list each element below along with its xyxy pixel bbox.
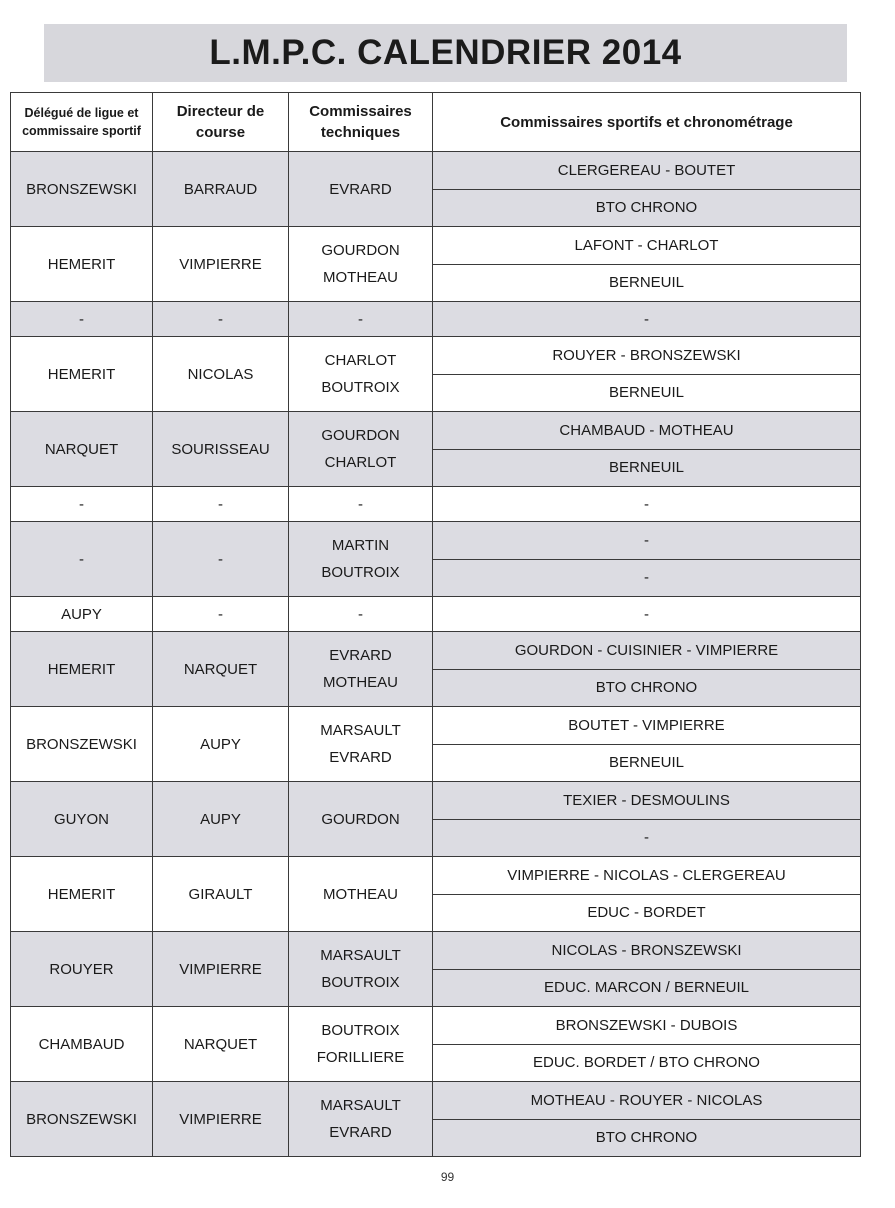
tech-name: BOUTROIX [321,974,400,991]
header-sportifs: Commissaires sportifs et chronométrage [433,93,861,152]
tech-name: MARSAULT [320,722,401,739]
table-row [11,782,861,857]
sportifs-names: ROUYER - BRONSZEWSKI [552,346,741,364]
header-directeur: Directeur de course [153,93,289,152]
sportifs-names: BRONSZEWSKI - DUBOIS [555,1016,738,1034]
chronometrage: BTO CHRONO [433,669,860,707]
chronometrage: BERNEUIL [433,744,860,782]
cell-delegue: AUPY [11,597,153,632]
cell-directeur: - [153,522,289,597]
sportifs-names: MOTHEAU - ROUYER - NICOLAS [530,1091,763,1109]
cell-directeur: AUPY [153,707,289,782]
cell-sportifs [433,1007,861,1082]
tech-name: BOUTROIX [321,1022,400,1039]
cell-delegue: HEMERIT [11,227,153,302]
tech-name: BOUTROIX [321,564,400,581]
cell-directeur: - [153,597,289,632]
cell-directeur: VIMPIERRE [153,932,289,1007]
sportifs-names: NICOLAS - BRONSZEWSKI [551,941,742,959]
sportifs-names: VIMPIERRE - NICOLAS - CLERGEREAU [507,866,786,884]
title-banner [44,24,847,82]
tech-name: MOTHEAU [323,269,398,286]
cell-delegue: HEMERIT [11,632,153,707]
tech-name: - [358,605,363,623]
sportifs-names: GOURDON - CUISINIER - VIMPIERRE [514,641,779,659]
cell-delegue: BRONSZEWSKI [11,707,153,782]
header-delegue: Délégué de ligue et commissaire sportif [11,93,153,152]
cell-delegue: CHAMBAUD [11,1007,153,1082]
tech-name: MARSAULT [320,1097,401,1114]
tech-name: MARSAULT [320,947,401,964]
sportifs-names: LAFONT - CHARLOT [574,236,719,254]
chronometrage: BERNEUIL [433,374,860,412]
cell-sportifs [433,932,861,1007]
table-row [11,857,861,932]
cell-sportifs [433,632,861,707]
calendar-body [11,152,861,1157]
cell-techniques [289,632,433,707]
table-row [11,337,861,412]
cell-delegue: HEMERIT [11,857,153,932]
cell-directeur: NARQUET [153,1007,289,1082]
page-title: L.M.P.C. CALENDRIER 2014 [209,33,682,72]
cell-sportifs [433,227,861,302]
chronometrage: EDUC - BORDET [433,894,860,932]
cell-sportifs [433,152,861,227]
cell-sportifs [433,522,861,597]
tech-name: FORILLIERE [316,1049,405,1066]
chronometrage: - [433,559,860,597]
cell-techniques [289,597,433,632]
tech-name: GOURDON [321,242,400,259]
tech-name: EVRARD [329,749,392,766]
tech-name: CHARLOT [324,454,397,471]
table-row [11,302,861,337]
sportifs-names: BOUTET - VIMPIERRE [568,716,725,734]
table-row [11,522,861,597]
cell-techniques [289,302,433,337]
cell-directeur: - [153,487,289,522]
cell-techniques [289,152,433,227]
cell-delegue: - [11,522,153,597]
header-techniques: Commissaires techniques [289,93,433,152]
tech-name: EVRARD [329,1124,392,1141]
tech-name: BOUTROIX [321,379,400,396]
sportifs-names: CHAMBAUD - MOTHEAU [559,421,734,439]
cell-delegue: GUYON [11,782,153,857]
table-row [11,152,861,227]
chronometrage: EDUC. MARCON / BERNEUIL [433,969,860,1007]
cell-directeur: VIMPIERRE [153,1082,289,1157]
cell-techniques [289,337,433,412]
page-number: 99 [440,1170,455,1184]
table-row [11,597,861,632]
cell-directeur: GIRAULT [153,857,289,932]
cell-directeur: - [153,302,289,337]
tech-name: - [358,310,363,328]
cell-techniques [289,1007,433,1082]
cell-directeur: NARQUET [153,632,289,707]
tech-name: MOTHEAU [323,674,398,691]
cell-techniques [289,522,433,597]
cell-sportifs [433,337,861,412]
cell-delegue: BRONSZEWSKI [11,1082,153,1157]
tech-name: - [358,495,363,513]
cell-techniques [289,1082,433,1157]
cell-sportifs [433,412,861,487]
cell-delegue: BRONSZEWSKI [11,152,153,227]
tech-name: GOURDON [321,427,400,444]
table-row [11,632,861,707]
cell-directeur: NICOLAS [153,337,289,412]
cell-delegue: ROUYER [11,932,153,1007]
cell-sportifs: - [433,487,861,522]
tech-name: GOURDON [321,810,400,828]
cell-sportifs: - [433,302,861,337]
cell-directeur: AUPY [153,782,289,857]
cell-directeur: BARRAUD [153,152,289,227]
cell-techniques [289,487,433,522]
cell-delegue: - [11,487,153,522]
cell-techniques [289,932,433,1007]
chronometrage: BERNEUIL [433,449,860,487]
sportifs-names: - [644,531,649,549]
sportifs-names: CLERGEREAU - BOUTET [557,161,736,179]
cell-sportifs [433,857,861,932]
header-row [11,93,861,152]
table-row [11,707,861,782]
cell-techniques [289,782,433,857]
cell-delegue: NARQUET [11,412,153,487]
table-row [11,1007,861,1082]
chronometrage: - [433,819,860,857]
table-row [11,227,861,302]
cell-directeur: SOURISSEAU [153,412,289,487]
calendar-table [10,92,861,1157]
cell-sportifs: - [433,597,861,632]
sportifs-names: TEXIER - DESMOULINS [563,791,730,809]
table-row [11,487,861,522]
cell-sportifs [433,707,861,782]
tech-name: CHARLOT [324,352,397,369]
chronometrage: BTO CHRONO [433,189,860,227]
table-row [11,932,861,1007]
table-row [11,1082,861,1157]
cell-techniques [289,227,433,302]
tech-name: MARTIN [331,537,390,554]
cell-techniques [289,857,433,932]
cell-directeur: VIMPIERRE [153,227,289,302]
cell-techniques [289,412,433,487]
cell-techniques [289,707,433,782]
cell-sportifs [433,782,861,857]
chronometrage: EDUC. BORDET / BTO CHRONO [433,1044,860,1082]
cell-sportifs [433,1082,861,1157]
tech-name: MOTHEAU [323,885,398,903]
chronometrage: BTO CHRONO [433,1119,860,1157]
cell-delegue: HEMERIT [11,337,153,412]
tech-name: EVRARD [329,180,392,198]
chronometrage: BERNEUIL [433,264,860,302]
tech-name: EVRARD [329,647,392,664]
table-row [11,412,861,487]
cell-delegue: - [11,302,153,337]
